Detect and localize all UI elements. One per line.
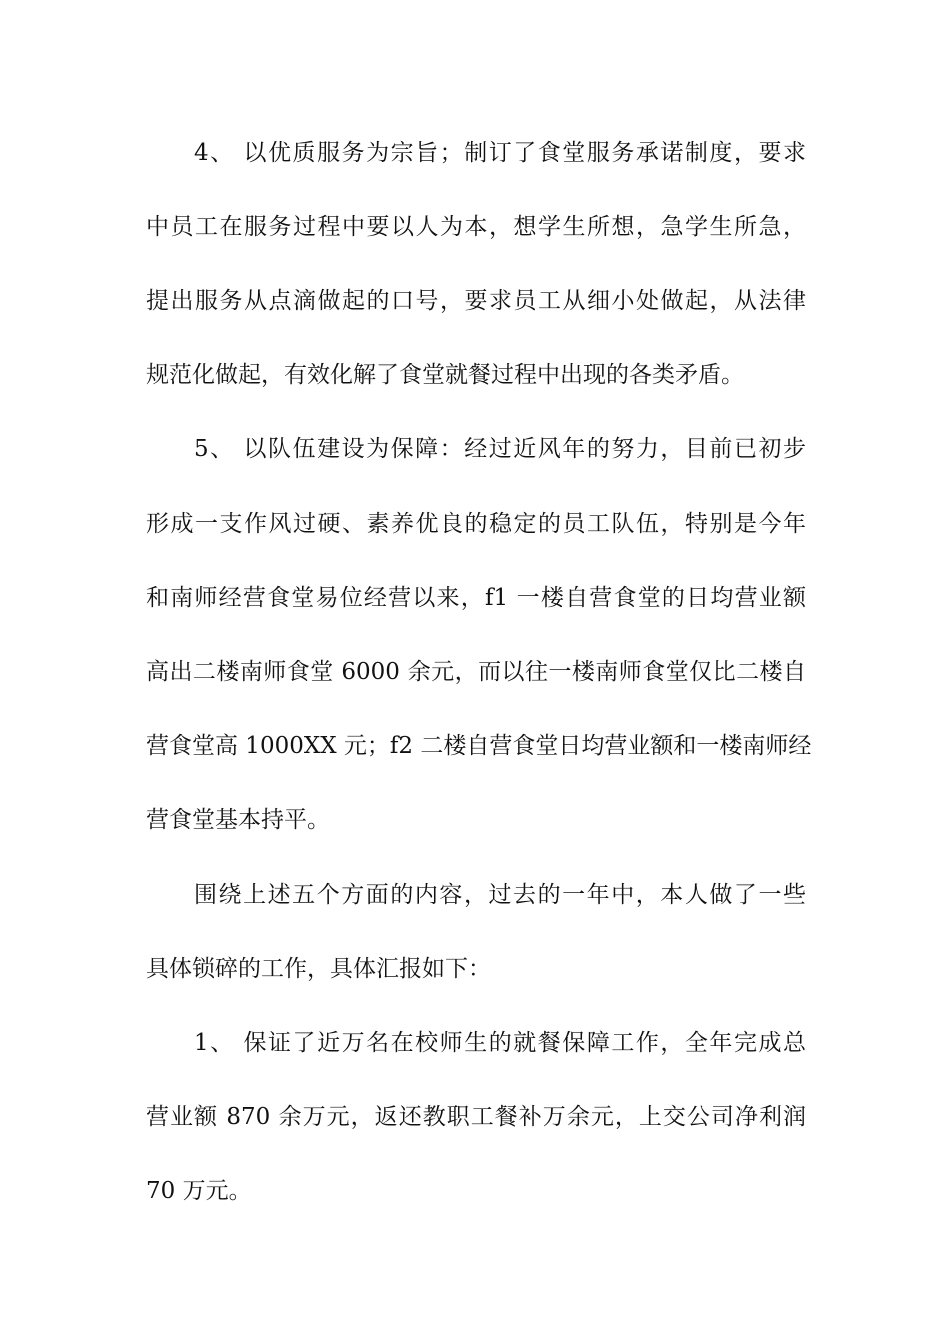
paragraph-5-line-4: 高出二楼南师食堂 6000 余元，而以往一楼南师食堂仅比二楼自: [146, 659, 806, 685]
summary-line-2: 具体锁碎的工作，具体汇报如下：: [146, 956, 491, 982]
item-1-line-2: 营业额 870 余万元，返还教职工餐补万余元，上交公司净利润: [146, 1104, 806, 1130]
item-1-line-1: 1、 保证了近万名在校师生的就餐保障工作，全年完成总: [194, 1030, 806, 1056]
item-1-line-3: 70 万元。: [146, 1178, 252, 1204]
summary-line-1: 围绕上述五个方面的内容，过去的一年中，本人做了一些: [194, 882, 806, 908]
paragraph-4-line-1: 4、 以优质服务为宗旨；制订了食堂服务承诺制度，要求: [194, 140, 806, 166]
paragraph-5-line-5: 营食堂高 1000XX 元；f2 二楼自营食堂日均营业额和一楼南师经: [146, 733, 812, 759]
paragraph-5-line-2: 形成一支作风过硬、素养优良的稳定的员工队伍，特别是今年: [146, 511, 806, 537]
paragraph-5-line-1: 5、 以队伍建设为保障：经过近风年的努力，目前已初步: [194, 436, 806, 462]
paragraph-4-line-4: 规范化做起，有效化解了食堂就餐过程中出现的各类矛盾。: [146, 362, 744, 388]
paragraph-4-line-2: 中员工在服务过程中要以人为本，想学生所想，急学生所急，: [146, 214, 806, 240]
paragraph-5-line-3: 和南师经营食堂易位经营以来，f1 一楼自营食堂的日均营业额: [146, 585, 806, 611]
paragraph-5-line-6: 营食堂基本持平。: [146, 807, 330, 833]
paragraph-4-line-3: 提出服务从点滴做起的口号，要求员工从细小处做起，从法律: [146, 288, 806, 314]
